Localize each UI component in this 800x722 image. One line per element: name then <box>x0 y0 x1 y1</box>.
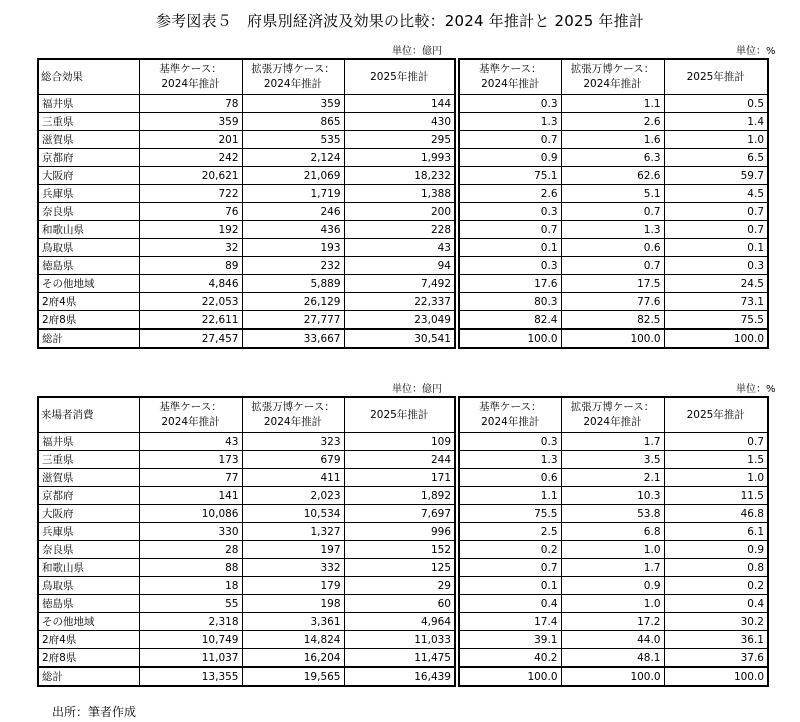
value-cell: 436 <box>242 221 344 239</box>
percent-cell: 37.6 <box>664 649 768 668</box>
table-row <box>38 257 455 275</box>
value-cell: 535 <box>242 131 344 149</box>
value-cell: 232 <box>242 257 344 275</box>
table-row <box>38 311 455 330</box>
percent-cell: 53.8 <box>561 505 664 523</box>
table-row <box>38 329 455 348</box>
percent-cell: 0.7 <box>459 221 561 239</box>
value-cell: 1,388 <box>344 185 455 203</box>
percent-cell: 1.3 <box>561 221 664 239</box>
percent-cell: 1.1 <box>459 487 561 505</box>
value-cell: 10,749 <box>139 631 242 649</box>
percent-cell: 0.3 <box>459 203 561 221</box>
percent-cell: 30.2 <box>664 613 768 631</box>
table-row <box>459 95 768 113</box>
value-cell: 29 <box>344 577 455 595</box>
value-cell: 20,621 <box>139 167 242 185</box>
table-row <box>38 595 455 613</box>
col-header-2025: 2025年推計 <box>344 397 455 433</box>
value-cell: 10,086 <box>139 505 242 523</box>
value-cell: 14,824 <box>242 631 344 649</box>
value-cell: 200 <box>344 203 455 221</box>
region-name: 奈良県 <box>38 203 139 221</box>
percent-cell: 17.5 <box>561 275 664 293</box>
value-cell: 27,457 <box>139 329 242 348</box>
percent-cell: 17.4 <box>459 613 561 631</box>
percent-cell: 1.5 <box>664 451 768 469</box>
region-name: 滋賀県 <box>38 469 139 487</box>
value-cell: 11,033 <box>344 631 455 649</box>
value-cell: 76 <box>139 203 242 221</box>
percent-cell: 62.6 <box>561 167 664 185</box>
value-cell: 323 <box>242 433 344 451</box>
table-row <box>459 257 768 275</box>
percent-cell: 2.5 <box>459 523 561 541</box>
region-name: その他地域 <box>38 613 139 631</box>
value-cell: 430 <box>344 113 455 131</box>
col-header-expanded: 拡張万博ケース： 2024年推計 <box>561 397 664 433</box>
value-cell: 22,053 <box>139 293 242 311</box>
percent-cell: 1.7 <box>561 433 664 451</box>
percent-cell: 10.3 <box>561 487 664 505</box>
col-header-2025: 2025年推計 <box>344 59 455 95</box>
percent-cell: 0.9 <box>459 149 561 167</box>
percent-cell: 1.0 <box>664 131 768 149</box>
value-cell: 18,232 <box>344 167 455 185</box>
percent-cell: 0.4 <box>664 595 768 613</box>
table-visitor-spending-pct <box>458 396 769 687</box>
table-row <box>459 541 768 559</box>
table-row <box>38 649 455 668</box>
value-cell: 43 <box>139 433 242 451</box>
table-row <box>459 131 768 149</box>
percent-cell: 100.0 <box>664 329 768 348</box>
value-cell: 197 <box>242 541 344 559</box>
percent-cell: 1.4 <box>664 113 768 131</box>
value-cell: 125 <box>344 559 455 577</box>
percent-cell: 0.4 <box>459 595 561 613</box>
table-row <box>38 559 455 577</box>
table-row <box>38 275 455 293</box>
table-row <box>38 221 455 239</box>
table-row <box>38 613 455 631</box>
value-cell: 16,204 <box>242 649 344 668</box>
value-cell: 2,124 <box>242 149 344 167</box>
value-cell: 4,846 <box>139 275 242 293</box>
percent-cell: 0.7 <box>459 131 561 149</box>
percent-cell: 36.1 <box>664 631 768 649</box>
percent-cell: 0.8 <box>664 559 768 577</box>
value-cell: 865 <box>242 113 344 131</box>
unit-label-oku-2: 単位：億円 <box>392 384 442 395</box>
col-header-base: 基準ケース： 2024年推計 <box>459 59 561 95</box>
region-name: 2府4県 <box>38 293 139 311</box>
region-name: 総計 <box>38 329 139 348</box>
value-cell: 228 <box>344 221 455 239</box>
value-cell: 89 <box>139 257 242 275</box>
percent-cell: 80.3 <box>459 293 561 311</box>
value-cell: 1,327 <box>242 523 344 541</box>
percent-cell: 0.9 <box>664 541 768 559</box>
value-cell: 2,318 <box>139 613 242 631</box>
col-header-expanded: 拡張万博ケース： 2024年推計 <box>561 59 664 95</box>
col-header-expanded: 拡張万博ケース： 2024年推計 <box>242 397 344 433</box>
table-row <box>459 451 768 469</box>
table-row <box>459 559 768 577</box>
table-row <box>38 131 455 149</box>
value-cell: 78 <box>139 95 242 113</box>
percent-cell: 0.7 <box>664 203 768 221</box>
percent-cell: 24.5 <box>664 275 768 293</box>
value-cell: 2,023 <box>242 487 344 505</box>
col-header-base: 基準ケース： 2024年推計 <box>139 59 242 95</box>
percent-cell: 100.0 <box>561 329 664 348</box>
percent-cell: 0.9 <box>561 577 664 595</box>
value-cell: 30,541 <box>344 329 455 348</box>
table-row <box>459 149 768 167</box>
region-name: 三重県 <box>38 113 139 131</box>
table-row <box>459 631 768 649</box>
percent-cell: 0.6 <box>459 469 561 487</box>
percent-cell: 75.5 <box>664 311 768 330</box>
table-row <box>459 667 768 686</box>
table-row <box>459 505 768 523</box>
value-cell: 242 <box>139 149 242 167</box>
percent-cell: 100.0 <box>459 667 561 686</box>
percent-cell: 0.7 <box>664 221 768 239</box>
value-cell: 359 <box>139 113 242 131</box>
percent-cell: 6.8 <box>561 523 664 541</box>
region-name: 京都府 <box>38 487 139 505</box>
percent-cell: 0.3 <box>459 433 561 451</box>
region-name: 奈良県 <box>38 541 139 559</box>
table-row <box>459 275 768 293</box>
unit-label-pct-1: 単位：% <box>736 46 776 57</box>
table-row <box>38 469 455 487</box>
value-cell: 332 <box>242 559 344 577</box>
percent-cell: 6.3 <box>561 149 664 167</box>
value-cell: 88 <box>139 559 242 577</box>
source-note: 出所：筆者作成 <box>52 705 137 719</box>
table-row <box>459 613 768 631</box>
region-name: 三重県 <box>38 451 139 469</box>
section-label: 総合効果 <box>38 59 139 95</box>
percent-cell: 5.1 <box>561 185 664 203</box>
table-row <box>38 95 455 113</box>
table-row <box>38 433 455 451</box>
value-cell: 201 <box>139 131 242 149</box>
region-name: 福井県 <box>38 95 139 113</box>
value-cell: 1,719 <box>242 185 344 203</box>
unit-label-oku-1: 単位：億円 <box>392 46 442 57</box>
table-row <box>38 541 455 559</box>
percent-cell: 1.3 <box>459 113 561 131</box>
percent-cell: 39.1 <box>459 631 561 649</box>
percent-cell: 46.8 <box>664 505 768 523</box>
region-name: 2府8県 <box>38 649 139 668</box>
table-row <box>459 329 768 348</box>
table-total-effect-oku <box>37 58 456 349</box>
value-cell: 1,892 <box>344 487 455 505</box>
percent-cell: 0.7 <box>459 559 561 577</box>
percent-cell: 0.1 <box>459 577 561 595</box>
region-name: 福井県 <box>38 433 139 451</box>
table-row <box>38 293 455 311</box>
value-cell: 55 <box>139 595 242 613</box>
unit-label-pct-2: 単位：% <box>736 384 776 395</box>
table-row <box>38 149 455 167</box>
value-cell: 19,565 <box>242 667 344 686</box>
percent-cell: 40.2 <box>459 649 561 668</box>
percent-cell: 82.5 <box>561 311 664 330</box>
value-cell: 43 <box>344 239 455 257</box>
col-header-base: 基準ケース： 2024年推計 <box>459 397 561 433</box>
percent-cell: 100.0 <box>459 329 561 348</box>
percent-cell: 0.1 <box>459 239 561 257</box>
percent-cell: 1.6 <box>561 131 664 149</box>
value-cell: 171 <box>344 469 455 487</box>
value-cell: 109 <box>344 433 455 451</box>
region-name: 和歌山県 <box>38 221 139 239</box>
percent-cell: 11.5 <box>664 487 768 505</box>
table-row <box>38 577 455 595</box>
table-row <box>38 667 455 686</box>
table-row <box>38 185 455 203</box>
value-cell: 244 <box>344 451 455 469</box>
table-row <box>38 631 455 649</box>
table-row <box>459 595 768 613</box>
percent-cell: 44.0 <box>561 631 664 649</box>
value-cell: 26,129 <box>242 293 344 311</box>
table-row <box>38 523 455 541</box>
percent-cell: 59.7 <box>664 167 768 185</box>
value-cell: 179 <box>242 577 344 595</box>
table-row <box>459 433 768 451</box>
percent-cell: 1.0 <box>664 469 768 487</box>
value-cell: 193 <box>242 239 344 257</box>
value-cell: 27,777 <box>242 311 344 330</box>
percent-cell: 0.7 <box>664 433 768 451</box>
percent-cell: 0.3 <box>459 257 561 275</box>
percent-cell: 2.6 <box>561 113 664 131</box>
value-cell: 10,534 <box>242 505 344 523</box>
value-cell: 996 <box>344 523 455 541</box>
value-cell: 4,964 <box>344 613 455 631</box>
percent-cell: 3.5 <box>561 451 664 469</box>
table-row <box>38 239 455 257</box>
table-row <box>459 203 768 221</box>
value-cell: 5,889 <box>242 275 344 293</box>
value-cell: 359 <box>242 95 344 113</box>
region-name: 総計 <box>38 667 139 686</box>
table-total-effect-pct <box>458 58 769 349</box>
percent-cell: 1.3 <box>459 451 561 469</box>
percent-cell: 75.1 <box>459 167 561 185</box>
region-name: 2府4県 <box>38 631 139 649</box>
region-name: 京都府 <box>38 149 139 167</box>
table-row <box>459 311 768 330</box>
table-row <box>459 185 768 203</box>
value-cell: 1,993 <box>344 149 455 167</box>
percent-cell: 0.7 <box>561 257 664 275</box>
percent-cell: 1.1 <box>561 95 664 113</box>
table-visitor-spending-oku <box>37 396 456 687</box>
value-cell: 77 <box>139 469 242 487</box>
percent-cell: 73.1 <box>664 293 768 311</box>
region-name: 滋賀県 <box>38 131 139 149</box>
value-cell: 679 <box>242 451 344 469</box>
percent-cell: 0.3 <box>664 257 768 275</box>
region-name: 和歌山県 <box>38 559 139 577</box>
value-cell: 94 <box>344 257 455 275</box>
percent-cell: 0.2 <box>664 577 768 595</box>
col-header-expanded: 拡張万博ケース： 2024年推計 <box>242 59 344 95</box>
value-cell: 295 <box>344 131 455 149</box>
region-name: 徳島県 <box>38 595 139 613</box>
percent-cell: 1.0 <box>561 541 664 559</box>
percent-cell: 0.7 <box>561 203 664 221</box>
percent-cell: 100.0 <box>561 667 664 686</box>
value-cell: 192 <box>139 221 242 239</box>
value-cell: 18 <box>139 577 242 595</box>
percent-cell: 0.2 <box>459 541 561 559</box>
percent-cell: 4.5 <box>664 185 768 203</box>
region-name: 徳島県 <box>38 257 139 275</box>
percent-cell: 1.0 <box>561 595 664 613</box>
value-cell: 173 <box>139 451 242 469</box>
value-cell: 16,439 <box>344 667 455 686</box>
percent-cell: 0.1 <box>664 239 768 257</box>
value-cell: 198 <box>242 595 344 613</box>
table-row <box>459 649 768 668</box>
col-header-base: 基準ケース： 2024年推計 <box>139 397 242 433</box>
table-row <box>459 239 768 257</box>
value-cell: 144 <box>344 95 455 113</box>
percent-cell: 75.5 <box>459 505 561 523</box>
value-cell: 246 <box>242 203 344 221</box>
region-name: 兵庫県 <box>38 185 139 203</box>
percent-cell: 48.1 <box>561 649 664 668</box>
value-cell: 3,361 <box>242 613 344 631</box>
value-cell: 22,337 <box>344 293 455 311</box>
percent-cell: 77.6 <box>561 293 664 311</box>
region-name: 2府8県 <box>38 311 139 330</box>
value-cell: 23,049 <box>344 311 455 330</box>
page-title: 参考図表５ 府県別経済波及効果の比較：2024 年推計と 2025 年推計 <box>155 12 645 30</box>
value-cell: 7,492 <box>344 275 455 293</box>
table-row <box>459 523 768 541</box>
section-label: 来場者消費 <box>38 397 139 433</box>
region-name: 鳥取県 <box>38 239 139 257</box>
region-name: 鳥取県 <box>38 577 139 595</box>
percent-cell: 0.6 <box>561 239 664 257</box>
value-cell: 22,611 <box>139 311 242 330</box>
table-row <box>38 451 455 469</box>
table-row <box>459 469 768 487</box>
table-row <box>459 293 768 311</box>
region-name: その他地域 <box>38 275 139 293</box>
value-cell: 141 <box>139 487 242 505</box>
percent-cell: 2.1 <box>561 469 664 487</box>
table-row <box>38 505 455 523</box>
percent-cell: 2.6 <box>459 185 561 203</box>
table-row <box>38 167 455 185</box>
value-cell: 33,667 <box>242 329 344 348</box>
value-cell: 13,355 <box>139 667 242 686</box>
value-cell: 11,037 <box>139 649 242 668</box>
value-cell: 28 <box>139 541 242 559</box>
region-name: 兵庫県 <box>38 523 139 541</box>
table-row <box>459 487 768 505</box>
value-cell: 330 <box>139 523 242 541</box>
value-cell: 152 <box>344 541 455 559</box>
table-row <box>459 577 768 595</box>
table-row <box>38 203 455 221</box>
table-row <box>459 221 768 239</box>
value-cell: 7,697 <box>344 505 455 523</box>
value-cell: 21,069 <box>242 167 344 185</box>
table-row <box>459 113 768 131</box>
percent-cell: 6.1 <box>664 523 768 541</box>
value-cell: 722 <box>139 185 242 203</box>
value-cell: 32 <box>139 239 242 257</box>
col-header-2025: 2025年推計 <box>664 397 768 433</box>
percent-cell: 6.5 <box>664 149 768 167</box>
percent-cell: 0.3 <box>459 95 561 113</box>
col-header-2025: 2025年推計 <box>664 59 768 95</box>
value-cell: 11,475 <box>344 649 455 668</box>
region-name: 大阪府 <box>38 505 139 523</box>
table-row <box>38 113 455 131</box>
percent-cell: 100.0 <box>664 667 768 686</box>
percent-cell: 82.4 <box>459 311 561 330</box>
percent-cell: 1.7 <box>561 559 664 577</box>
value-cell: 411 <box>242 469 344 487</box>
table-row <box>38 487 455 505</box>
table-row <box>459 167 768 185</box>
percent-cell: 0.5 <box>664 95 768 113</box>
region-name: 大阪府 <box>38 167 139 185</box>
percent-cell: 17.2 <box>561 613 664 631</box>
value-cell: 60 <box>344 595 455 613</box>
percent-cell: 17.6 <box>459 275 561 293</box>
